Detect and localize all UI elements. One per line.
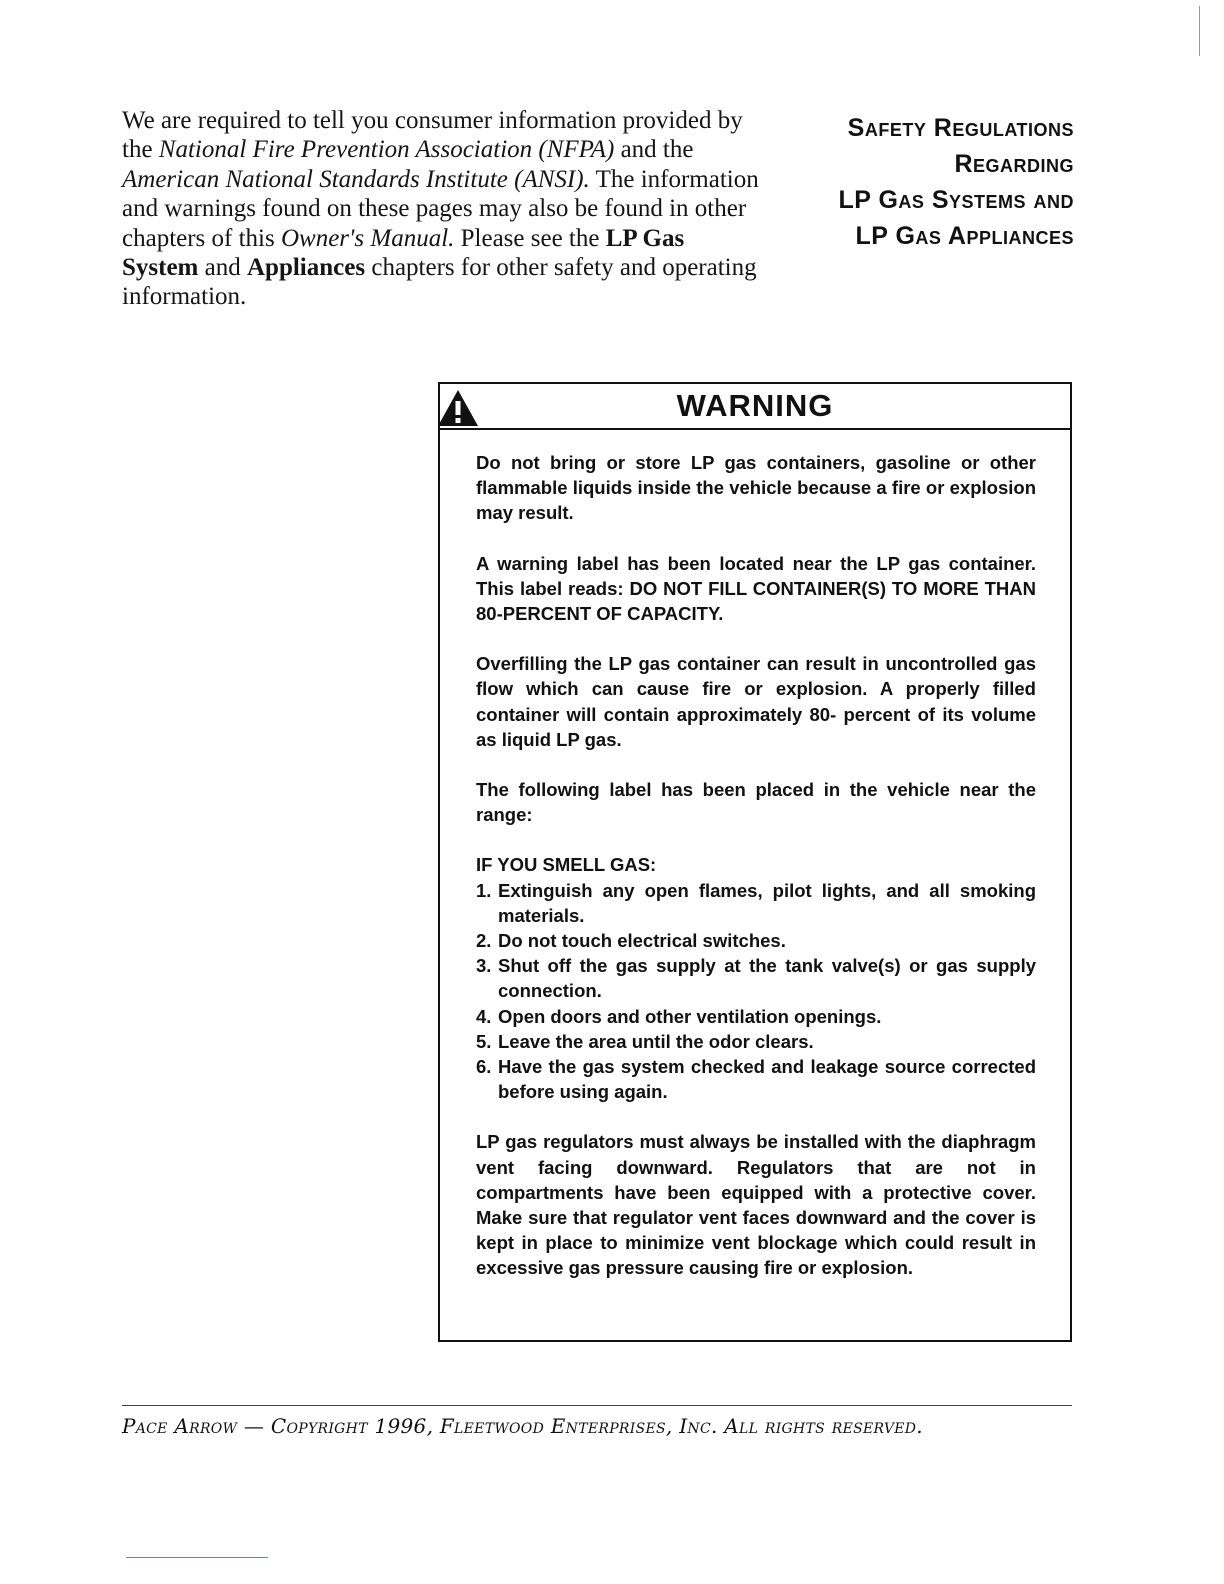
step-item <box>476 1054 1036 1104</box>
smell-gas-heading: IF YOU SMELL GAS: <box>476 854 657 876</box>
footer-copyright: Pace Arrow — Copyright 1996, Fleetwood Enterprises, Inc. All rights reserved. <box>122 1414 923 1438</box>
warning-body <box>476 450 1036 1306</box>
nfpa-name: National Fire Prevention Association (NFPA) <box>158 136 615 164</box>
intro-text: We are required to tell you consumer information provided by the <box>122 107 743 164</box>
warning-triangle-icon <box>436 388 480 428</box>
intro-text: The information and warnings found on these pages may also be found in other chapters of this <box>122 165 759 252</box>
title-line-3: LP Gas Systems and <box>838 186 1074 214</box>
warning-box <box>438 382 1072 1342</box>
step-text: Shut off the gas supply at the tank valve(s) or gas supply connection. <box>498 955 1036 1002</box>
warning-heading: WARNING <box>676 388 834 423</box>
warning-paragraph-5: LP gas regulators must always be installed with the diaphragm vent facing downward. Regulators that are not in compartments have been equipped with a protective cover. Make sure that regulator vent faces downward and the cover is kept in place to minimize vent blockage which could result in excessive gas pressure causing fire or explosion. <box>476 1131 1036 1279</box>
step-item <box>476 1029 1036 1054</box>
warning-header <box>440 384 1070 430</box>
step-number: 6. <box>476 1056 492 1078</box>
title-line-4: LP Gas Appliances <box>855 222 1074 250</box>
step-item <box>476 928 1036 953</box>
intro-text: and <box>198 254 247 282</box>
appliances-reference: Appliances <box>247 254 366 282</box>
title-line-1: Safety Regulations <box>847 114 1074 142</box>
step-item <box>476 1004 1036 1029</box>
lp-gas-system-reference: LP Gas System <box>122 224 685 282</box>
step-text: Extinguish any open flames, pilot lights, and all smoking materials. <box>498 879 1036 926</box>
step-text: Have the gas system checked and leakage source corrected before using again. <box>498 1056 1036 1103</box>
margin-marks <box>1199 6 1212 56</box>
intro-paragraph <box>122 106 762 312</box>
ansi-name: American National Standards Institute (ANSI). <box>122 165 590 193</box>
warning-paragraph-1: Do not bring or store LP gas containers, gasoline or other flammable liquids inside the vehicle because a fire or explosion may result. <box>476 452 1036 524</box>
intro-text: Please see the <box>454 224 606 252</box>
title-line-2: Regarding <box>954 150 1074 178</box>
bottom-rule <box>126 1557 268 1558</box>
step-text: Open doors and other ventilation openings. <box>498 1005 882 1027</box>
step-text: Do not touch electrical switches. <box>498 930 786 952</box>
step-number: 5. <box>476 1030 492 1052</box>
step-number: 4. <box>476 1005 492 1027</box>
step-text: Leave the area until the odor clears. <box>498 1030 814 1052</box>
warning-paragraph-3: Overfilling the LP gas container can result in uncontrolled gas flow which can cause fire or explosion. A properly filled container will contain approximately 80- percent of its volume as liquid LP gas. <box>476 653 1036 750</box>
smell-gas-steps <box>476 878 1036 1105</box>
intro-text: and the <box>614 136 694 164</box>
step-number: 3. <box>476 955 492 977</box>
warning-paragraph-4: The following label has been placed in the vehicle near the range: <box>476 779 1036 826</box>
intro-text: chapters for other safety and operating information. <box>122 254 757 311</box>
owners-manual-reference: Owner's Manual. <box>280 224 455 252</box>
step-number: 1. <box>476 879 492 901</box>
warning-paragraph-2: A warning label has been located near the LP gas container. This label reads: DO NOT FILL CONTAINER(S) TO MORE THAN 80-PERCENT OF CAPACITY. <box>476 552 1036 625</box>
footer-divider <box>122 1405 1072 1406</box>
section-title <box>744 110 1074 254</box>
step-item <box>476 953 1036 1003</box>
step-item <box>476 878 1036 928</box>
step-number: 2. <box>476 930 492 952</box>
